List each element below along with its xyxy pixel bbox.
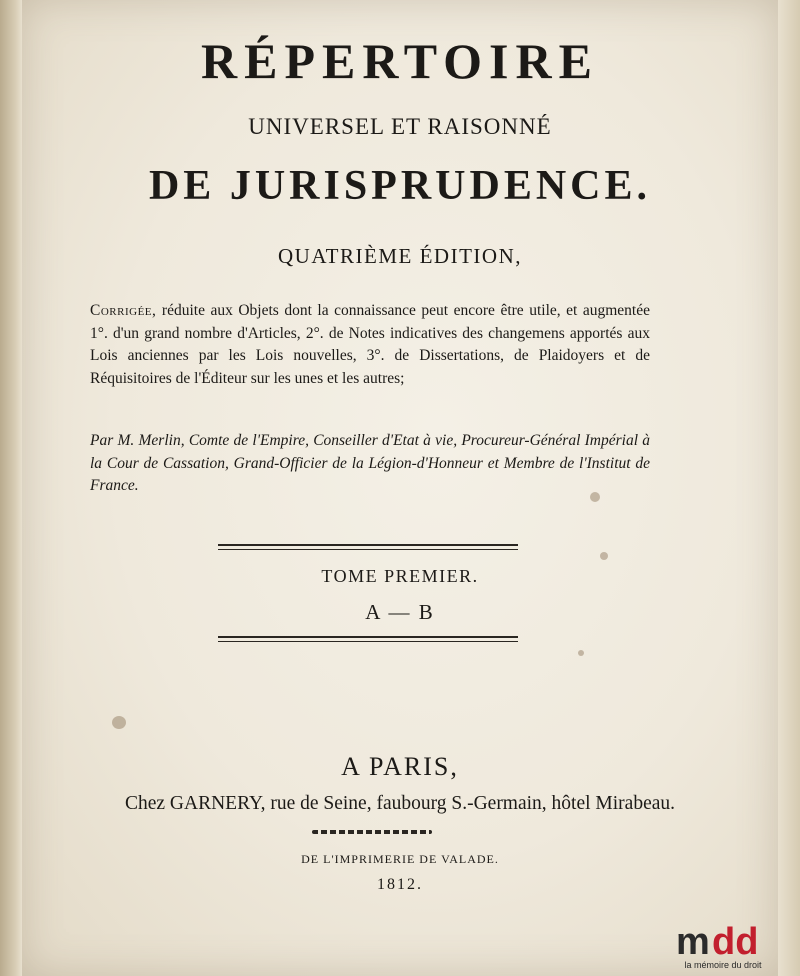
- description-lead: Corrigée,: [90, 302, 157, 319]
- description-paragraph: [90, 300, 650, 390]
- mdd-watermark-logo: [668, 920, 778, 970]
- description-text: réduite aux Objets dont la connaissance peut encore être utile, et augmentée 1°. d'un grand nombre d'Articles, 2°. de Notes indicatives des changemens apportés aux Lois anciennes par les Lois nouvelles, 3°. de Dissertations, de Plaidoyers et de Réquisitoires de l'Éditeur sur les unes et les autres;: [90, 302, 650, 387]
- imprint-printer: DE L'IMPRIMERIE DE VALADE.: [301, 852, 499, 866]
- volume-range: A — B: [365, 600, 435, 624]
- subtitle: UNIVERSEL ET RAISONNÉ: [248, 114, 552, 139]
- main-title: RÉPERTOIRE: [201, 33, 599, 89]
- paper-stain: [112, 716, 126, 729]
- imprint-city: A PARIS,: [341, 752, 459, 781]
- divider-rule-bottom: [218, 636, 518, 642]
- book-spine-edge: [0, 0, 22, 976]
- author-credit: Par M. Merlin, Comte de l'Empire, Conseiller d'Etat à vie, Procureur-Général Impérial à la Cour de Cassation, Grand-Officier de la Légion-d'Honneur et Membre de l'Institut de France.: [90, 432, 650, 494]
- volume-label: TOME PREMIER.: [321, 566, 479, 586]
- logo-caption: la mémoire du droit: [684, 960, 762, 970]
- subject-title: DE JURISPRUDENCE.: [148, 163, 652, 209]
- edition-line: QUATRIÈME ÉDITION,: [278, 244, 522, 268]
- page-right-edge: [778, 0, 800, 976]
- mdd-logo-icon: [668, 920, 778, 960]
- divider-rule-top: [218, 544, 518, 550]
- imprint-publisher: Chez GARNERY, rue de Seine, faubourg S.-Germain, hôtel Mirabeau.: [124, 793, 676, 814]
- paper-stain: [578, 650, 584, 656]
- svg-text:m: m: [676, 921, 710, 960]
- ornamental-rule: [312, 830, 432, 834]
- paper-stain: [600, 552, 608, 560]
- imprint-year: 1812.: [377, 876, 423, 893]
- svg-text:dd: dd: [712, 921, 759, 960]
